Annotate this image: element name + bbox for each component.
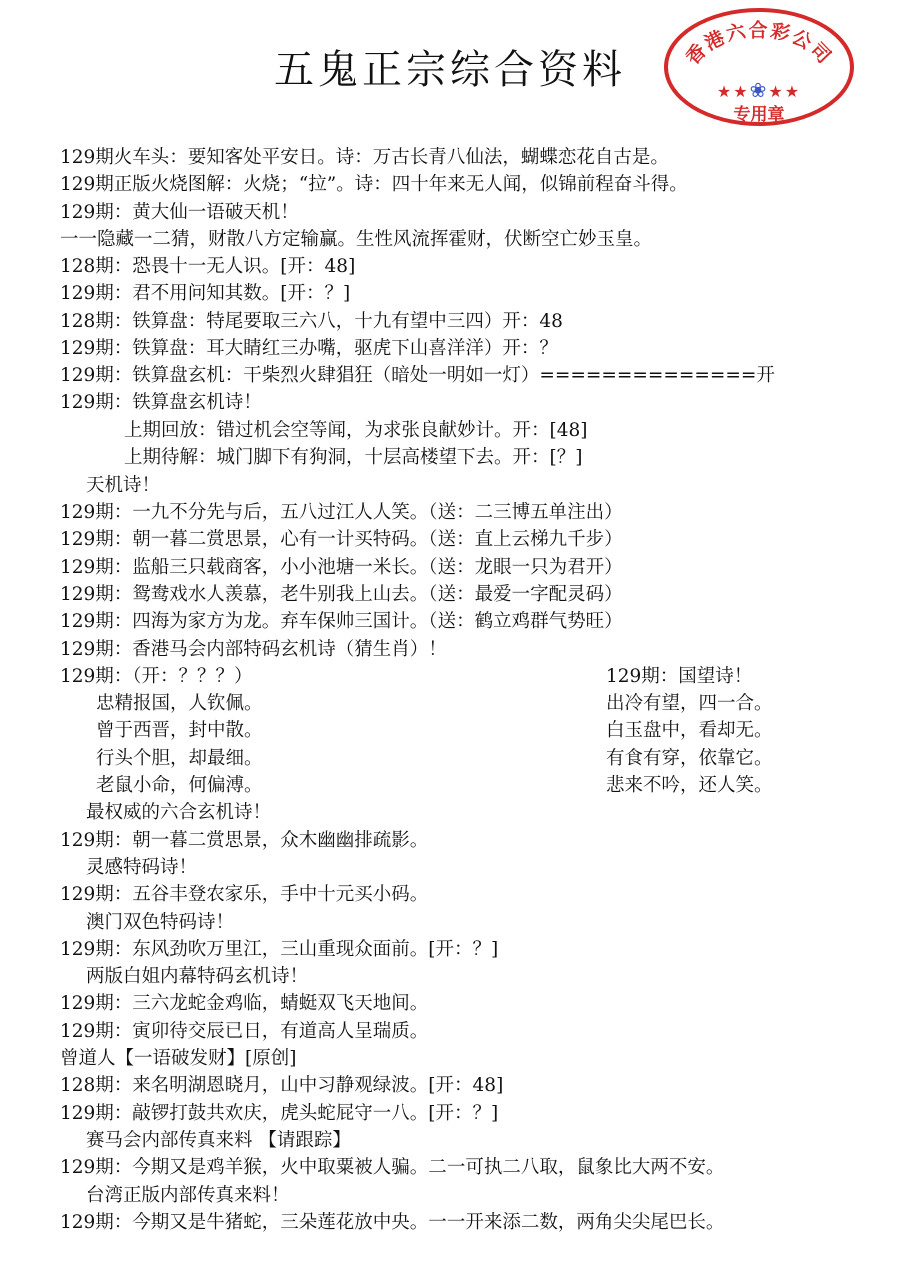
poem-line: 老鼠小命，何偏溥。 bbox=[96, 775, 263, 796]
text-line: 129期：铁算盘玄机诗！ bbox=[60, 392, 262, 413]
seal-stars: ★★❀★★ bbox=[716, 78, 802, 102]
section-heading: 灵感特码诗！ bbox=[86, 857, 198, 878]
section-heading: 澳门双色特码诗！ bbox=[86, 912, 235, 933]
text-line: 129期：铁算盘玄机：干柴烈火肆猖狂（暗处一明如一灯）==============开 bbox=[60, 365, 775, 386]
text-line: 129期：今期又是牛猪蛇，三朵莲花放中央。一一开来添二数，两角尖尖尾巴长。 bbox=[60, 1212, 725, 1233]
text-line: 129期火车头：要知客处平安日。诗：万古长青八仙法，蝴蝶恋花自古是。 bbox=[60, 147, 669, 168]
text-line: 曾道人【一语破发财】[原创] bbox=[60, 1048, 297, 1069]
text-line: 129期：一九不分先与后，五八过江人人笑。（送：二三博五单注出） bbox=[60, 502, 623, 523]
text-line: 129期：寅卯待交辰已日，有道高人呈瑞质。 bbox=[60, 1021, 429, 1042]
text-line: 129期：四海为家方为龙。弃车保帅三国计。（送：鹤立鸡群气势旺） bbox=[60, 611, 623, 632]
text-line: 129期：敲锣打鼓共欢庆，虎头蛇屁守一八。[开：？] bbox=[60, 1103, 499, 1124]
side-poem-title: 129期：国望诗！ bbox=[606, 666, 753, 687]
svg-text:香港六合彩公司: 香港六合彩公司 bbox=[681, 19, 837, 70]
text-line: 129期：三六龙蛇金鸡临，蜻蜓双飞天地间。 bbox=[60, 993, 429, 1014]
section-heading: 天机诗！ bbox=[86, 475, 161, 496]
text-line: 129期：今期又是鸡羊猴，火中取粟被人骗。二一可执二八取，鼠象比大两不安。 bbox=[60, 1157, 725, 1178]
page-title: 五鬼正宗综合资料 bbox=[274, 47, 626, 93]
company-seal bbox=[664, 8, 854, 126]
seal-bottom-text: 专用章 bbox=[733, 105, 785, 125]
section-heading: 最权威的六合玄机诗！ bbox=[86, 802, 272, 823]
flower-icon: ❀ bbox=[749, 78, 769, 102]
side-poem-line: 有食有穿，依靠它。 bbox=[606, 748, 773, 769]
text-line: 129期：朝一暮二赏思景，众木幽幽排疏影。 bbox=[60, 830, 429, 851]
text-line: 128期：铁算盘：特尾要取三六八，十九有望中三四）开：48 bbox=[60, 311, 563, 332]
text-line: 129期：黄大仙一语破天机！ bbox=[60, 202, 299, 223]
section-heading: 台湾正版内部传真来料！ bbox=[86, 1185, 290, 1206]
text-line: 上期待解：城门脚下有狗洞，十层高楼望下去。开：[？] bbox=[124, 447, 583, 468]
side-poem-line: 悲来不吟，还人笑。 bbox=[606, 775, 773, 796]
text-line: 一一隐藏一二猜，财散八方定输赢。生性风流挥霍财，伏断空亡妙玉皇。 bbox=[60, 229, 653, 250]
text-line: 上期回放：错过机会空等闻，为求张良献妙计。开：[48] bbox=[124, 420, 588, 441]
text-line: 129期：铁算盘：耳大睛红三办嘴，驱虎下山喜洋洋）开：？ bbox=[60, 338, 558, 359]
text-line: 129期：香港马会内部特码玄机诗（猜生肖）！ bbox=[60, 639, 447, 660]
poem-line: 忠精报国，人钦佩。 bbox=[96, 693, 263, 714]
text-line: 129期正版火烧图解：火烧；“拉”。诗：四十年来无人闻，似锦前程奋斗得。 bbox=[60, 174, 688, 195]
side-poem-line: 白玉盘中，看却无。 bbox=[606, 720, 773, 741]
poem-line: 行头个胆，却最细。 bbox=[96, 748, 263, 769]
text-line: 129期：五谷丰登农家乐，手中十元买小码。 bbox=[60, 884, 429, 905]
text-line: 129期：鸳鸯戏水人羡慕，老牛别我上山去。（送：最爱一字配灵码） bbox=[60, 584, 623, 605]
section-heading: 赛马会内部传真来料 【请跟踪】 bbox=[86, 1130, 351, 1151]
text-line: 129期：朝一暮二赏思景，心有一计买特码。（送：直上云梯九千步） bbox=[60, 529, 623, 550]
text-line: 129期：监船三只载商客，小小池塘一米长。（送：龙眼一只为君开） bbox=[60, 557, 623, 578]
text-line: 128期：来名明湖恩晓月，山中习静观绿波。[开：48] bbox=[60, 1075, 504, 1096]
text-line: 129期：东风劲吹万里江，三山重现众面前。[开：？] bbox=[60, 939, 499, 960]
side-poem-line: 出冷有望，四一合。 bbox=[606, 693, 773, 714]
text-line: 129期：（开：？？？） bbox=[60, 666, 253, 687]
text-line: 129期：君不用问知其数。[开：？] bbox=[60, 283, 351, 304]
text-line: 128期：恐畏十一无人识。[开：48] bbox=[60, 256, 356, 277]
poem-line: 曾于西晋，封中散。 bbox=[96, 720, 263, 741]
section-heading: 两版白姐内幕特码玄机诗！ bbox=[86, 966, 309, 987]
